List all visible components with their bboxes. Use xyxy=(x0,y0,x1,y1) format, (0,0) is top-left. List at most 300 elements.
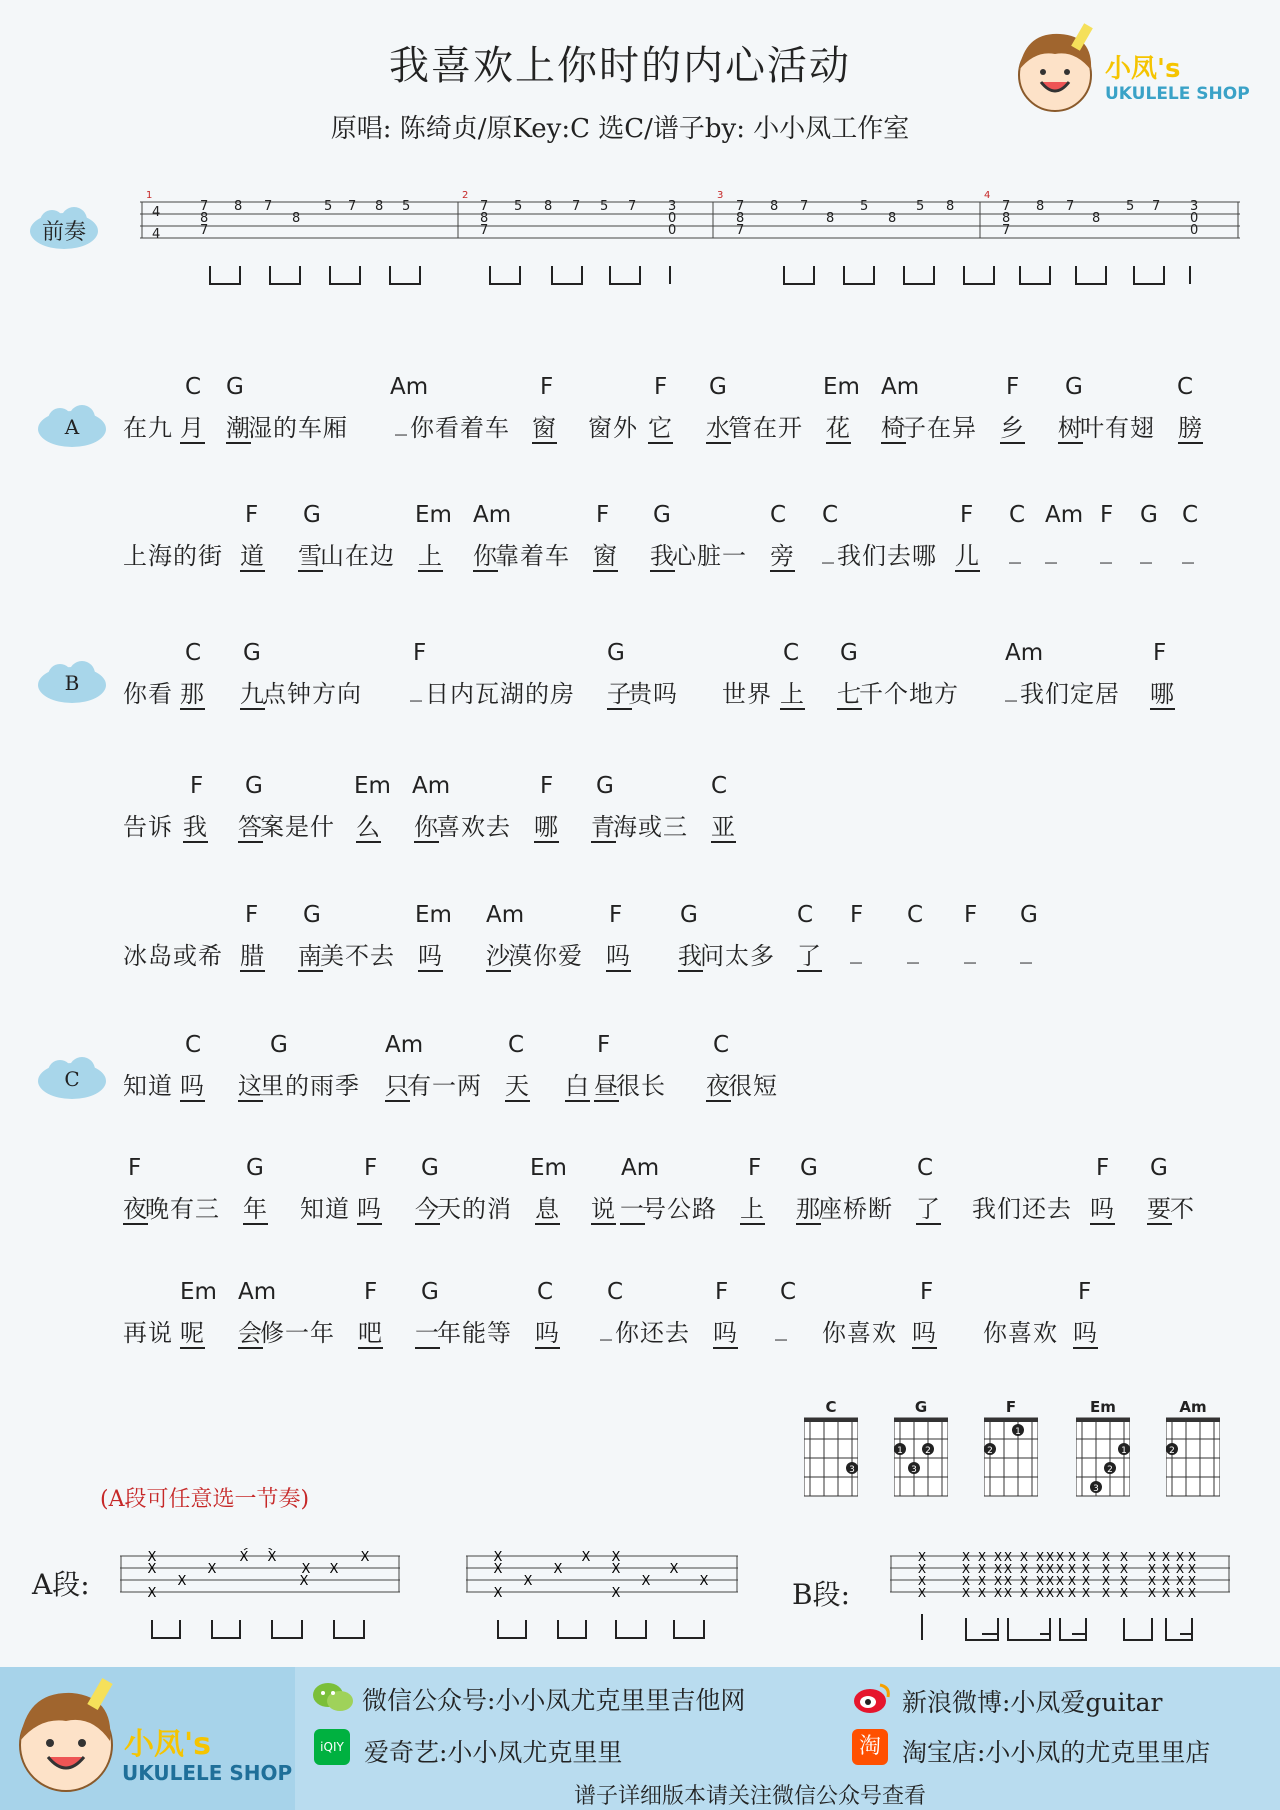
svg-text:7: 7 xyxy=(200,223,209,238)
svg-text:X: X xyxy=(1045,1550,1055,1564)
svg-text:1: 1 xyxy=(1015,1427,1021,1437)
chord-symbol: Em xyxy=(530,1155,567,1181)
measure-number: 2 xyxy=(462,190,469,201)
lyric-text: _ xyxy=(1005,674,1018,702)
lyric-text: 里的雨季 xyxy=(260,1072,360,1100)
wechat-icon xyxy=(312,1679,354,1715)
svg-text:X: X xyxy=(1035,1586,1045,1600)
lyric-text: 潮 xyxy=(226,414,251,442)
lyric-text: 有一两 xyxy=(407,1072,482,1100)
svg-text:X: X xyxy=(1147,1550,1157,1564)
svg-text:8: 8 xyxy=(1002,211,1011,226)
lyric-line xyxy=(0,374,1280,454)
svg-text:X: X xyxy=(299,1574,309,1589)
lyric-text: 喜欢去 xyxy=(436,813,511,841)
chord-symbol: C xyxy=(780,1279,797,1305)
lyric-text: 儿 xyxy=(955,542,980,570)
svg-text:X: X xyxy=(977,1562,987,1576)
lyric-text: _ xyxy=(907,936,920,964)
strum-pattern-a1 xyxy=(120,1548,400,1648)
lyric-text: 夜 xyxy=(706,1072,731,1100)
lyric-text: 乡 xyxy=(1000,414,1025,442)
svg-text:X: X xyxy=(961,1550,971,1564)
footer-bar xyxy=(0,1667,1280,1810)
section-b-label: B xyxy=(64,671,80,695)
chord-symbol: C xyxy=(508,1032,525,1058)
lyric-text: 哪 xyxy=(1150,680,1175,708)
chord-symbol: G xyxy=(270,1032,288,1058)
lyric-text: 我 xyxy=(650,542,675,570)
svg-text:X: X xyxy=(207,1562,217,1577)
lyric-text: 青 xyxy=(591,813,616,841)
svg-text:X: X xyxy=(977,1550,987,1564)
segment-b-label: B段: xyxy=(792,1578,851,1611)
svg-text:X: X xyxy=(301,1562,311,1577)
svg-text:7: 7 xyxy=(1066,199,1075,214)
svg-text:7: 7 xyxy=(736,199,745,214)
fretboard-icon xyxy=(984,1416,1038,1498)
svg-text:X: X xyxy=(1101,1574,1111,1588)
lyric-text: _ xyxy=(1100,536,1113,564)
chord-symbol: Em xyxy=(823,374,860,400)
svg-text:4: 4 xyxy=(152,227,161,242)
svg-text:X: X xyxy=(1081,1562,1091,1576)
chord-symbol: C xyxy=(797,902,814,928)
chord-symbol: G xyxy=(246,1155,264,1181)
svg-text:X: X xyxy=(1003,1586,1013,1600)
lyric-text: 你看 xyxy=(123,680,173,708)
chord-symbol: F xyxy=(190,773,204,799)
svg-text:X: X xyxy=(1119,1562,1129,1576)
lyric-text: 吗 xyxy=(1090,1195,1115,1223)
lyric-text: 湿的车厢 xyxy=(248,414,348,442)
lyric-text: 我们去哪 xyxy=(837,542,937,570)
svg-text:X: X xyxy=(1161,1586,1171,1600)
svg-text:X: X xyxy=(493,1550,503,1565)
lyric-text: 月 xyxy=(180,414,205,442)
lyric-text: 息 xyxy=(535,1195,560,1223)
chord-diagram-name: C xyxy=(825,1398,837,1416)
lyric-text: 我们定居 xyxy=(1020,680,1120,708)
chord-symbol: Em xyxy=(354,773,391,799)
svg-text:3: 3 xyxy=(668,199,677,214)
lyric-text: 贵吗 xyxy=(628,680,678,708)
lyric-text: 千个地方 xyxy=(859,680,959,708)
taobao-shop: 淘宝店:小小凤的尤克里里店 xyxy=(902,1738,1211,1767)
svg-text:X: X xyxy=(1045,1562,1055,1576)
fretboard-icon xyxy=(1076,1416,1130,1498)
lyric-text: 吗 xyxy=(1073,1319,1098,1347)
lyric-text: 七 xyxy=(837,680,862,708)
svg-text:1: 1 xyxy=(1121,1446,1127,1456)
chord-symbol: F xyxy=(245,902,259,928)
chord-diagram-name: Am xyxy=(1179,1398,1207,1416)
svg-text:X: X xyxy=(1035,1562,1045,1576)
lyric-text: 今 xyxy=(415,1195,440,1223)
svg-text:X: X xyxy=(1161,1550,1171,1564)
chord-symbol: F xyxy=(540,773,554,799)
strum-pattern-b xyxy=(890,1548,1230,1648)
svg-text:2: 2 xyxy=(987,1446,993,1456)
lyric-text: 你还去 xyxy=(615,1319,690,1347)
chord-symbol: G xyxy=(245,773,263,799)
chord-symbol: Em xyxy=(415,902,452,928)
svg-text:3: 3 xyxy=(849,1465,855,1475)
lyric-text: 你看着车 xyxy=(410,414,510,442)
chord-symbol: G xyxy=(303,502,321,528)
svg-text:X: X xyxy=(1067,1574,1077,1588)
svg-text:X: X xyxy=(147,1562,157,1577)
lyric-text: 那 xyxy=(796,1195,821,1223)
iqiyi-icon: iQIY xyxy=(314,1729,350,1765)
lyric-text: 你喜欢 xyxy=(822,1319,897,1347)
svg-text:X: X xyxy=(147,1586,157,1601)
svg-text:X: X xyxy=(1019,1550,1029,1564)
lyric-text: 椅 xyxy=(881,414,906,442)
lyric-text: 这 xyxy=(238,1072,263,1100)
svg-text:X: X xyxy=(1003,1574,1013,1588)
chord-symbol: F xyxy=(245,502,259,528)
svg-text:X: X xyxy=(611,1586,621,1601)
lyric-text: 上 xyxy=(740,1195,765,1223)
svg-text:X: X xyxy=(1067,1586,1077,1600)
svg-text:8: 8 xyxy=(1036,199,1045,214)
lyric-text: 旁 xyxy=(770,542,795,570)
svg-text:X: X xyxy=(1187,1550,1197,1564)
svg-text:X: X xyxy=(961,1586,971,1600)
lyric-text: 吗 xyxy=(418,942,443,970)
measure-number: 1 xyxy=(146,190,153,201)
chord-symbol: F xyxy=(1006,374,1020,400)
chord-symbol: C xyxy=(185,374,202,400)
chord-symbol: F xyxy=(850,902,864,928)
svg-text:X: X xyxy=(523,1574,533,1589)
svg-text:X: X xyxy=(1035,1550,1045,1564)
lyric-text: 海或三 xyxy=(613,813,688,841)
svg-text:0: 0 xyxy=(668,223,677,238)
measure-number: 4 xyxy=(984,190,991,201)
svg-text:X: X xyxy=(641,1574,651,1589)
chord-symbol: C xyxy=(1177,374,1194,400)
lyric-line xyxy=(0,1032,1280,1112)
svg-text:X: X xyxy=(177,1574,187,1589)
svg-text:X: X xyxy=(1003,1562,1013,1576)
svg-text:X: X xyxy=(1019,1586,1029,1600)
lyric-text: 美不去 xyxy=(320,942,395,970)
svg-text:X: X xyxy=(1003,1550,1013,1564)
svg-text:5: 5 xyxy=(324,199,333,214)
lyric-text: 很长 xyxy=(616,1072,666,1100)
chord-symbol: G xyxy=(596,773,614,799)
lyric-text: 道 xyxy=(240,542,265,570)
svg-text:X: X xyxy=(961,1574,971,1588)
svg-text:X: X xyxy=(1147,1586,1157,1600)
chord-symbol: F xyxy=(540,374,554,400)
lyric-text: 心脏一 xyxy=(672,542,747,570)
svg-text:X: X xyxy=(1161,1574,1171,1588)
chord-symbol: F xyxy=(748,1155,762,1181)
lyric-text: 窗 xyxy=(532,414,557,442)
lyric-text: 树 xyxy=(1058,414,1083,442)
lyric-text: 号公路 xyxy=(642,1195,717,1223)
svg-text:X: X xyxy=(917,1574,927,1588)
lyric-text: 知道 xyxy=(123,1072,173,1100)
svg-text:7: 7 xyxy=(480,223,489,238)
svg-text:X: X xyxy=(267,1550,277,1565)
taobao-icon: 淘 xyxy=(852,1729,888,1765)
wechat-account: 微信公众号:小小凤尤克里里吉他网 xyxy=(362,1686,746,1715)
chord-symbol: G xyxy=(607,640,625,666)
chord-symbol: C xyxy=(907,902,924,928)
song-title: 我喜欢上你时的内心活动 xyxy=(389,43,851,89)
svg-text:8: 8 xyxy=(946,199,955,214)
lyric-text: 日内瓦湖的房 xyxy=(425,680,575,708)
chord-symbol: C xyxy=(1009,502,1026,528)
svg-text:8: 8 xyxy=(888,211,897,226)
svg-text:X: X xyxy=(147,1550,157,1565)
svg-text:X: X xyxy=(1067,1550,1077,1564)
chord-symbol: Am xyxy=(881,374,920,400)
chord-symbol: F xyxy=(1153,640,1167,666)
lyric-text: 天 xyxy=(505,1072,530,1100)
lyric-text: 水 xyxy=(706,414,731,442)
chord-symbol: G xyxy=(1150,1155,1168,1181)
svg-text:2: 2 xyxy=(1107,1465,1113,1475)
svg-text:X: X xyxy=(961,1562,971,1576)
svg-text:X: X xyxy=(493,1562,503,1577)
svg-text:X: X xyxy=(1045,1574,1055,1588)
svg-text:3: 3 xyxy=(1093,1484,1099,1494)
chord-symbol: G xyxy=(800,1155,818,1181)
svg-text:X: X xyxy=(1147,1574,1157,1588)
svg-text:X: X xyxy=(1035,1574,1045,1588)
chord-symbol: G xyxy=(421,1155,439,1181)
chord-symbol: C xyxy=(917,1155,934,1181)
footer-brand: 小凤's xyxy=(124,1727,212,1762)
song-credits: 原唱: 陈绮贞/原Key:C 选C/谱子by: 小小凤工作室 xyxy=(330,114,910,144)
svg-text:5: 5 xyxy=(600,199,609,214)
brand-shop: UKULELE SHOP xyxy=(1105,84,1250,104)
lyric-text: 亚 xyxy=(711,813,736,841)
svg-text:8: 8 xyxy=(1092,211,1101,226)
svg-text:X: X xyxy=(1019,1574,1029,1588)
chord-symbol: C xyxy=(537,1279,554,1305)
svg-text:X: X xyxy=(1067,1562,1077,1576)
lyric-text: 膀 xyxy=(1178,414,1203,442)
svg-text:X: X xyxy=(669,1562,679,1577)
lyric-text: 么 xyxy=(356,813,381,841)
svg-text:7: 7 xyxy=(1002,223,1011,238)
svg-text:X: X xyxy=(1119,1574,1129,1588)
lyric-text: _ xyxy=(1182,536,1195,564)
svg-text:2: 2 xyxy=(925,1446,931,1456)
lyric-text: _ xyxy=(600,1313,613,1341)
prelude-badge xyxy=(28,206,100,252)
chord-diagram-name: F xyxy=(1005,1398,1017,1416)
rhythm-note: (A段可任意选一节奏) xyxy=(100,1487,310,1512)
svg-text:X: X xyxy=(1187,1562,1197,1576)
svg-text:X: X xyxy=(1119,1586,1129,1600)
chord-symbol: G xyxy=(243,640,261,666)
lyric-text: 叶有翅 xyxy=(1080,414,1155,442)
svg-text:X: X xyxy=(1019,1562,1029,1576)
chord-symbol: C xyxy=(822,502,839,528)
lyric-text: 不 xyxy=(1170,1195,1195,1223)
svg-text:5: 5 xyxy=(916,199,925,214)
svg-text:4: 4 xyxy=(152,205,161,220)
chord-symbol: F xyxy=(960,502,974,528)
chord-symbol: C xyxy=(783,640,800,666)
svg-text:X: X xyxy=(993,1550,1003,1564)
svg-text:7: 7 xyxy=(348,199,357,214)
lyric-text: 吗 xyxy=(357,1195,382,1223)
lyric-text: 吗 xyxy=(180,1072,205,1100)
svg-text:8: 8 xyxy=(826,211,835,226)
lyric-text: _ xyxy=(1009,536,1022,564)
chord-symbol: F xyxy=(128,1155,142,1181)
brand-name: 小凤's xyxy=(1105,54,1181,84)
svg-text:X: X xyxy=(1187,1574,1197,1588)
chord-symbol: F xyxy=(920,1279,934,1305)
lyric-text: 只 xyxy=(385,1072,410,1100)
lyric-text: 案是什 xyxy=(260,813,335,841)
svg-text:X: X xyxy=(1055,1574,1065,1588)
chord-symbol: G xyxy=(1065,374,1083,400)
mascot-icon xyxy=(6,1675,126,1805)
measure-number: 3 xyxy=(717,190,724,201)
svg-text:X: X xyxy=(1119,1550,1129,1564)
chord-symbol: F xyxy=(597,1032,611,1058)
lyric-text: 冰岛或希 xyxy=(123,942,223,970)
svg-text:X: X xyxy=(1161,1562,1171,1576)
lyric-text: 它 xyxy=(648,414,673,442)
chord-symbol: G xyxy=(709,374,727,400)
strum-pattern-a2 xyxy=(466,1548,738,1648)
lyric-text: 靠着车 xyxy=(495,542,570,570)
svg-text:X: X xyxy=(493,1586,503,1601)
svg-text:7: 7 xyxy=(572,199,581,214)
svg-text:X: X xyxy=(917,1586,927,1600)
chord-symbol: G xyxy=(1140,502,1158,528)
svg-text:X: X xyxy=(1187,1586,1197,1600)
svg-text:X: X xyxy=(993,1574,1003,1588)
lyric-text: 吗 xyxy=(713,1319,738,1347)
lyric-text: 吗 xyxy=(606,942,631,970)
lyric-text: 哪 xyxy=(534,813,559,841)
chord-symbol: F xyxy=(364,1279,378,1305)
footer-shop: UKULELE SHOP xyxy=(122,1761,293,1785)
lyric-text: 吗 xyxy=(535,1319,560,1347)
lyric-text: 座桥断 xyxy=(818,1195,893,1223)
lyric-text: _ xyxy=(964,936,977,964)
chord-symbol: G xyxy=(303,902,321,928)
shop-logo xyxy=(1005,20,1275,120)
svg-text:8: 8 xyxy=(544,199,553,214)
svg-text:X: X xyxy=(1055,1550,1065,1564)
svg-text:X: X xyxy=(977,1574,987,1588)
chord-symbol: F xyxy=(596,502,610,528)
svg-text:X: X xyxy=(917,1550,927,1564)
weibo-account: 新浪微博:小凤爱guitar xyxy=(902,1688,1163,1717)
lyric-text: 晚有三 xyxy=(145,1195,220,1223)
svg-text:X: X xyxy=(1045,1586,1055,1600)
segment-a-label: A段: xyxy=(32,1568,90,1601)
lyric-text: 了 xyxy=(797,942,822,970)
mascot-icon xyxy=(1005,20,1105,120)
svg-text:5: 5 xyxy=(514,199,523,214)
svg-text:X: X xyxy=(581,1550,591,1565)
svg-text:X: X xyxy=(1055,1562,1065,1576)
lyric-text: 一 xyxy=(415,1319,440,1347)
lyric-text: 漠你爱 xyxy=(508,942,583,970)
lyric-text: 你喜欢 xyxy=(983,1319,1058,1347)
svg-text:8: 8 xyxy=(200,211,209,226)
lyric-text: 了 xyxy=(916,1195,941,1223)
svg-text:7: 7 xyxy=(736,223,745,238)
svg-text:X: X xyxy=(553,1562,563,1577)
lyric-text: _ xyxy=(850,936,863,964)
svg-text:X: X xyxy=(1101,1562,1111,1576)
lyric-text: 上海的街 xyxy=(123,542,223,570)
svg-text:X: X xyxy=(1175,1574,1185,1588)
lyric-text: _ xyxy=(1045,536,1058,564)
chord-symbol: G xyxy=(680,902,698,928)
prelude-tab xyxy=(140,188,1240,298)
svg-text:3: 3 xyxy=(911,1465,917,1475)
svg-text:X: X xyxy=(329,1562,339,1577)
lyric-text: 呢 xyxy=(180,1319,205,1347)
lyric-text: 沙 xyxy=(486,942,511,970)
lyric-text: 再说 xyxy=(123,1319,173,1347)
section-a-label: A xyxy=(64,415,80,439)
lyric-text: 知道 xyxy=(300,1195,350,1223)
chord-symbol: F xyxy=(1096,1155,1110,1181)
lyric-text: 子在异 xyxy=(902,414,977,442)
lyric-text: 你 xyxy=(473,542,498,570)
svg-text:7: 7 xyxy=(480,199,489,214)
chord-symbol: F xyxy=(413,640,427,666)
chord-symbol: F xyxy=(1100,502,1114,528)
svg-text:X: X xyxy=(239,1550,249,1565)
lyric-text: 管在开 xyxy=(728,414,803,442)
chord-symbol: Em xyxy=(415,502,452,528)
chord-symbol: Am xyxy=(385,1032,424,1058)
chord-symbol: F xyxy=(1078,1279,1092,1305)
chord-symbol: Am xyxy=(390,374,429,400)
svg-text:X: X xyxy=(1055,1586,1065,1600)
fretboard-icon xyxy=(894,1416,948,1498)
lyric-text: 点钟方向 xyxy=(262,680,362,708)
lyric-text: 上 xyxy=(418,542,443,570)
chord-symbol: C xyxy=(607,1279,624,1305)
svg-text:X: X xyxy=(993,1586,1003,1600)
chord-symbol: F xyxy=(609,902,623,928)
svg-text:8: 8 xyxy=(234,199,243,214)
lyric-text: 世界 xyxy=(722,680,772,708)
chord-diagram xyxy=(894,1398,948,1502)
svg-text:X: X xyxy=(611,1550,621,1565)
chord-symbol: C xyxy=(185,1032,202,1058)
svg-text:8: 8 xyxy=(480,211,489,226)
svg-text:3: 3 xyxy=(1190,199,1199,214)
svg-text:5: 5 xyxy=(860,199,869,214)
lyric-text: 一 xyxy=(620,1195,645,1223)
chord-symbol: C xyxy=(713,1032,730,1058)
svg-text:7: 7 xyxy=(200,199,209,214)
svg-text:X: X xyxy=(917,1562,927,1576)
lyric-text: 夜 xyxy=(123,1195,148,1223)
svg-text:5: 5 xyxy=(1126,199,1135,214)
